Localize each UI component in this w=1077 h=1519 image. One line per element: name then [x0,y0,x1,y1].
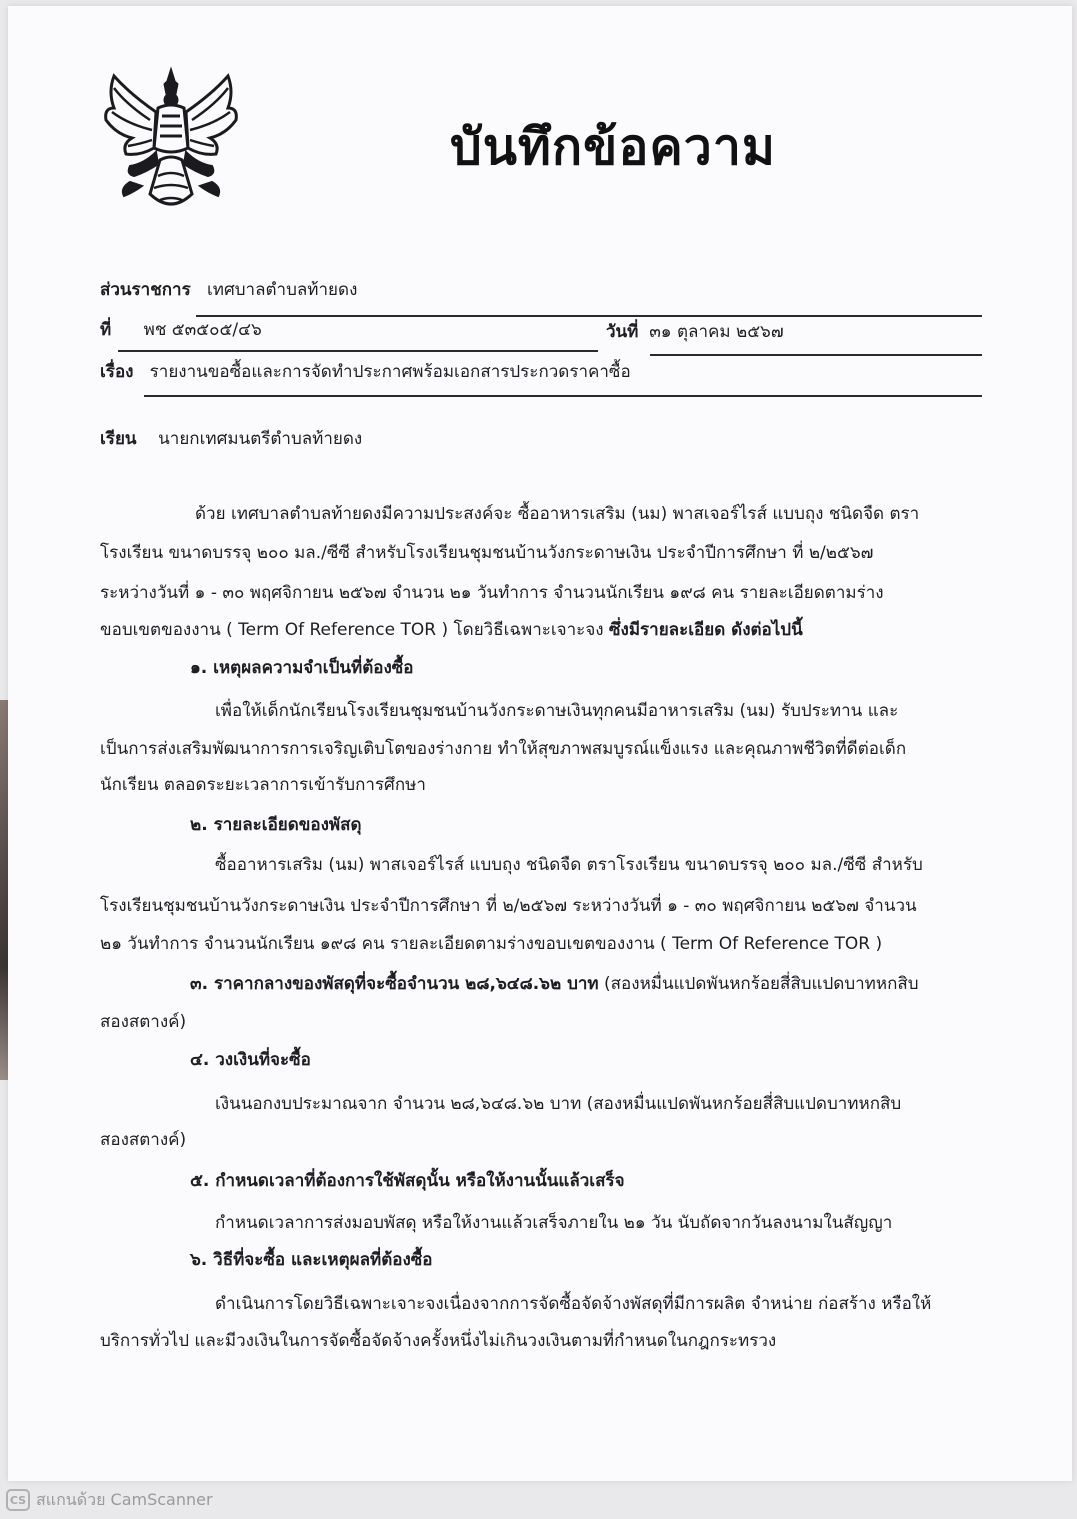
scan-edge-shadow [0,700,8,1080]
section-3-line [190,976,919,993]
date-row [606,318,784,345]
to-row [100,425,362,452]
section-2-line-1: ซื้ออาหารเสริม (นม) พาสเจอร์ไรส์ แบบถุง ชนิดจืด ตราโรงเรียน ขนาดบรรจุ ๒๐๐ มล./ซีซี สำหรับ [215,855,923,875]
subject-underline [144,395,982,397]
section-6-heading: ๖. วิธีที่จะซื้อ และเหตุผลที่ต้องซื้อ [190,1250,433,1270]
intro-line-2: โรงเรียน ขนาดบรรจุ ๒๐๐ มล./ซีซี สำหรับโรงเรียนชุมชนบ้านวังกระดาษเงิน ประจำปีการศึกษา ที่ ๒/๒๕๖๗ [100,543,874,563]
section-4-cont: สองสตางค์) [100,1130,187,1150]
ref-value: พช ๕๓๕๐๕/๔๖ [143,320,262,340]
section-5-heading: ๕. กำหนดเวลาที่ต้องการใช้พัสดุนั้น หรือให้งานนั้นแล้วเสร็จ [190,1171,625,1191]
agency-row [100,276,357,303]
intro-line-1: ด้วย เทศบาลตำบลท้ายดงมีความประสงค์จะ ซื้ออาหารเสริม (นม) พาสเจอร์ไรส์ แบบถุง ชนิดจืด ตรา [195,504,920,524]
section-1-line-1: เพื่อให้เด็กนักเรียนโรงเรียนชุมชนบ้านวังกระดาษเงินทุกคนมีอาหารเสริม (นม) รับประทาน และ [215,701,899,721]
to-value: นายกเทศมนตรีตำบลท้ายดง [158,429,363,449]
ref-label: ที่ [100,320,112,340]
to-label: เรียน [100,429,137,449]
intro-line-4-text: ขอบเขตของงาน ( Term Of Reference TOR ) โดยวิธีเฉพาะเจาะจง [100,620,604,640]
subject-row [100,358,631,385]
agency-value: เทศบาลตำบลท้ายดง [206,280,358,300]
section-3-cont: สองสตางค์) [100,1012,187,1032]
date-label: วันที่ [606,322,639,342]
subject-label: เรื่อง [100,362,134,382]
intro-line-4 [100,622,803,639]
section-6-line-2: บริการทั่วไป และมีวงเงินในการจัดซื้อจัดจ้างครั้งหนึ่งไม่เกินวงเงินตามที่กำหนดในกฎกระทรวง [100,1331,777,1351]
garuda-emblem-icon [100,64,242,220]
section-6-line-1: ดำเนินการโดยวิธีเฉพาะเจาะจงเนื่องจากการจัดซื้อจัดจ้างพัสดุที่มีการผลิต จำหน่าย ก่อสร้าง หรือให้ [215,1294,932,1314]
section-2-line-2: โรงเรียนชุมชนบ้านวังกระดาษเงิน ประจำปีการศึกษา ที่ ๒/๒๕๖๗ ระหว่างวันที่ ๑ - ๓๐ พฤศจิกายน ๒๕๖๗ จำนวน [100,896,917,916]
subject-value: รายงานขอซื้อและการจัดทำประกาศพร้อมเอกสารประกวดราคาซื้อ [149,362,631,382]
camscanner-logo-icon: CS [6,1489,30,1511]
ref-underline [118,350,598,352]
date-value: ๓๑ ตุลาคม ๒๕๖๗ [649,322,784,342]
camscanner-label: สแกนด้วย CamScanner [36,1489,213,1509]
intro-line-4-bold: ซึ่งมีรายละเอียด ดังต่อไปนี้ [608,620,803,640]
ref-row [100,316,262,343]
agency-underline [196,315,982,317]
intro-line-3: ระหว่างวันที่ ๑ - ๓๐ พฤศจิกายน ๒๕๖๗ จำนวน ๒๑ วันทำการ จำนวนนักเรียน ๑๙๘ คน รายละเอียดตามร่าง [100,583,884,603]
memo-title: บันทึกข้อความ [450,118,776,176]
section-3-amount-words: (สองหมื่นแปดพันหกร้อยสี่สิบแปดบาทหกสิบ [604,974,919,994]
section-1-heading: ๑. เหตุผลความจำเป็นที่ต้องซื้อ [190,658,414,678]
section-1-line-2: เป็นการส่งเสริมพัฒนาการการเจริญเติบโตของร่างกาย ทำให้สุขภาพสมบูรณ์แข็งแรง และคุณภาพชีวิตที่ดีต่อเด็ก [100,739,907,759]
section-3-heading: ๓. ราคากลางของพัสดุที่จะซื้อจำนวน ๒๘,๖๔๘.๖๒ บาท [190,974,599,994]
section-4-line: เงินนอกงบประมาณจาก จำนวน ๒๘,๖๔๘.๖๒ บาท (สองหมื่นแปดพันหกร้อยสี่สิบแปดบาทหกสิบ [215,1094,902,1114]
agency-label: ส่วนราชการ [100,280,191,300]
date-underline [650,354,982,356]
section-4-heading: ๔. วงเงินที่จะซื้อ [190,1050,311,1070]
camscanner-footer [6,1488,213,1512]
section-5-line: กำหนดเวลาการส่งมอบพัสดุ หรือให้งานแล้วเสร็จภายใน ๒๑ วัน นับถัดจากวันลงนามในสัญญา [215,1213,893,1233]
section-2-line-3: ๒๑ วันทำการ จำนวนนักเรียน ๑๙๘ คน รายละเอียดตามร่างขอบเขตของงาน ( Term Of Reference TOR ) [100,934,883,954]
section-1-line-3: นักเรียน ตลอดระยะเวลาการเข้ารับการศึกษา [100,775,426,795]
section-2-heading: ๒. รายละเอียดของพัสดุ [190,815,362,835]
